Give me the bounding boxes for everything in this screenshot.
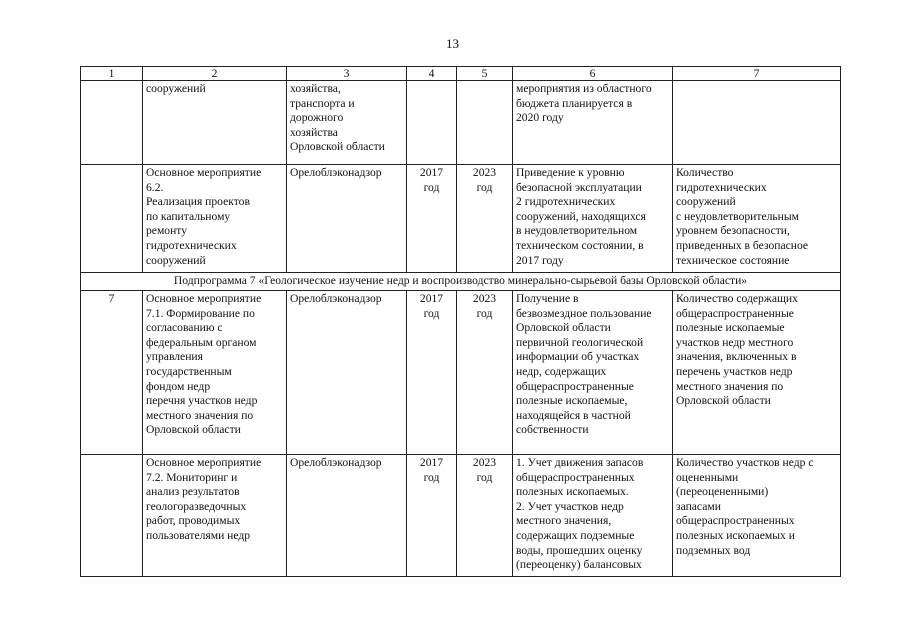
table-row [81, 455, 841, 577]
end-year: 2023 год [457, 165, 513, 273]
row-number: 7 [81, 291, 143, 455]
expected-result: Получение в безвозмездное пользование Орловской области первичной геологической информации об участках недр, содержащих общераспространенные полезные ископаемые, находящейся в частной собственности [513, 291, 673, 455]
table-row [81, 291, 841, 455]
expected-result: мероприятия из областного бюджета планируется в 2020 году [513, 81, 673, 165]
measure-name: Основное мероприятие 6.2. Реализация проектов по капитальному ремонту гидротехнических сооружений [143, 165, 287, 273]
table-row [81, 165, 841, 273]
row-number [81, 165, 143, 273]
column-number-row [81, 67, 841, 81]
measure-name: Основное мероприятие 7.1. Формирование по согласованию с федеральным органом управления государственным фондом недр перечня участков недр местного значения по Орловской области [143, 291, 287, 455]
end-year: 2023 год [457, 291, 513, 455]
page-number: 13 [446, 36, 459, 51]
column-number: 7 [673, 67, 841, 81]
column-number: 2 [143, 67, 287, 81]
executor: Орелоблэконадзор [287, 165, 407, 273]
indicator [673, 81, 841, 165]
indicator: Количество гидротехнических сооружений с неудовлетворительным уровнем безопасности, приведенных в безопасное техническое состояние [673, 165, 841, 273]
subprogram-title: Подпрограмма 7 «Геологическое изучение недр и воспроизводство минерально-сырьевой базы Орловской области» [81, 273, 841, 291]
column-number: 6 [513, 67, 673, 81]
executor: Орелоблэконадзор [287, 455, 407, 577]
start-year: 2017 год [407, 165, 457, 273]
table-row [81, 81, 841, 165]
indicator: Количество участков недр с оцененными (переоцененными) запасами общераспространенных полезных ископаемых и подземных вод [673, 455, 841, 577]
subprogram-row [81, 273, 841, 291]
expected-result: Приведение к уровню безопасной эксплуатации 2 гидротехнических сооружений, находящихся в неудовлетворительном техническом состоянии, в 2017 году [513, 165, 673, 273]
end-year [457, 81, 513, 165]
measure-name: Основное мероприятие 7.2. Мониторинг и анализ результатов геологоразведочных работ, проводимых пользователями недр [143, 455, 287, 577]
column-number: 5 [457, 67, 513, 81]
row-number [81, 455, 143, 577]
column-number: 1 [81, 67, 143, 81]
start-year [407, 81, 457, 165]
column-number: 3 [287, 67, 407, 81]
start-year: 2017 год [407, 291, 457, 455]
executor: Орелоблэконадзор [287, 291, 407, 455]
expected-result: 1. Учет движения запасов общераспространенных полезных ископаемых. 2. Учет участков недр местного значения, содержащих подземные воды, прошедших оценку (переоценку) балансовых [513, 455, 673, 577]
row-number [81, 81, 143, 165]
column-number: 4 [407, 67, 457, 81]
executor: хозяйства, транспорта и дорожного хозяйства Орловской области [287, 81, 407, 165]
end-year: 2023 год [457, 455, 513, 577]
start-year: 2017 год [407, 455, 457, 577]
measures-table [80, 66, 841, 577]
measure-name: сооружений [143, 81, 287, 165]
indicator: Количество содержащих общераспространенные полезные ископаемые участков недр местного значения, включенных в перечень участков недр местного значения по Орловской области [673, 291, 841, 455]
